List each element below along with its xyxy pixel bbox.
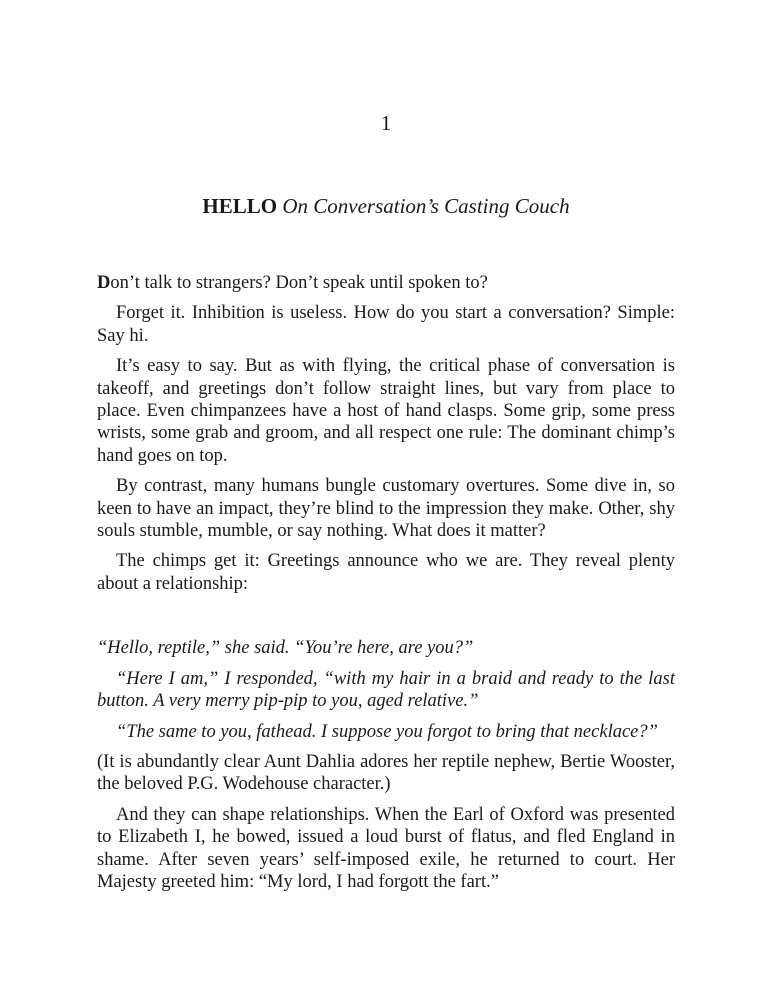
quote-line: “Here I am,” I responded, “with my hair in a braid and ready to the last button. A very merry pip-pip to you, aged relative.” (97, 668, 675, 712)
paragraph-aside: (It is abundantly clear Aunt Dahlia adores her reptile nephew, Bertie Wooster, the beloved P.G. Wodehouse character.) (97, 751, 675, 795)
paragraph: And they can shape relationships. When the Earl of Oxford was presented to Elizabeth I, he bowed, issued a loud burst of flatus, and fled England in shame. After seven years’ self-imposed exile, he returned to court. Her Majesty greeted him: “My lord, I had forgott the fart.” (97, 804, 675, 892)
quote-line: “The same to you, fathead. I suppose you forgot to bring that necklace?” (116, 721, 658, 742)
paragraph: By contrast, many humans bungle customary overtures. Some dive in, so keen to have an impact, they’re blind to the impression they make. Other, shy souls stumble, mumble, or say nothing. What does it matter? (97, 476, 675, 542)
paragraph-opening (97, 272, 675, 294)
quote-line: “Hello, reptile,” she said. “You’re here, are you?” (97, 638, 474, 659)
section-spacer (97, 603, 675, 637)
chapter-title-subtitle: On Conversation’s Casting Couch (282, 194, 570, 218)
paragraph: Forget it. Inhibition is useless. How do you start a conversation? Simple: Say hi. (97, 303, 675, 346)
initial-letter: D (97, 273, 111, 293)
chapter-number: 1 (380, 111, 392, 135)
body-text (97, 272, 675, 901)
paragraph: It’s easy to say. But as with flying, the critical phase of conversation is takeoff, and greetings don’t follow straight lines, but vary from place to place. Even chimpanzees have a host of hand clasps. Some grip, some press wrists, some grab and groom, and all respect one rule: The dominant chimp’s hand goes on top. (97, 356, 675, 466)
paragraph-opening-text: on’t talk to strangers? Don’t speak until spoken to? (110, 273, 488, 293)
paragraph: The chimps get it: Greetings announce who we are. They reveal plenty about a relationship: (97, 551, 675, 594)
chapter-title (0, 193, 772, 219)
chapter-title-main: HELLO (202, 194, 278, 218)
